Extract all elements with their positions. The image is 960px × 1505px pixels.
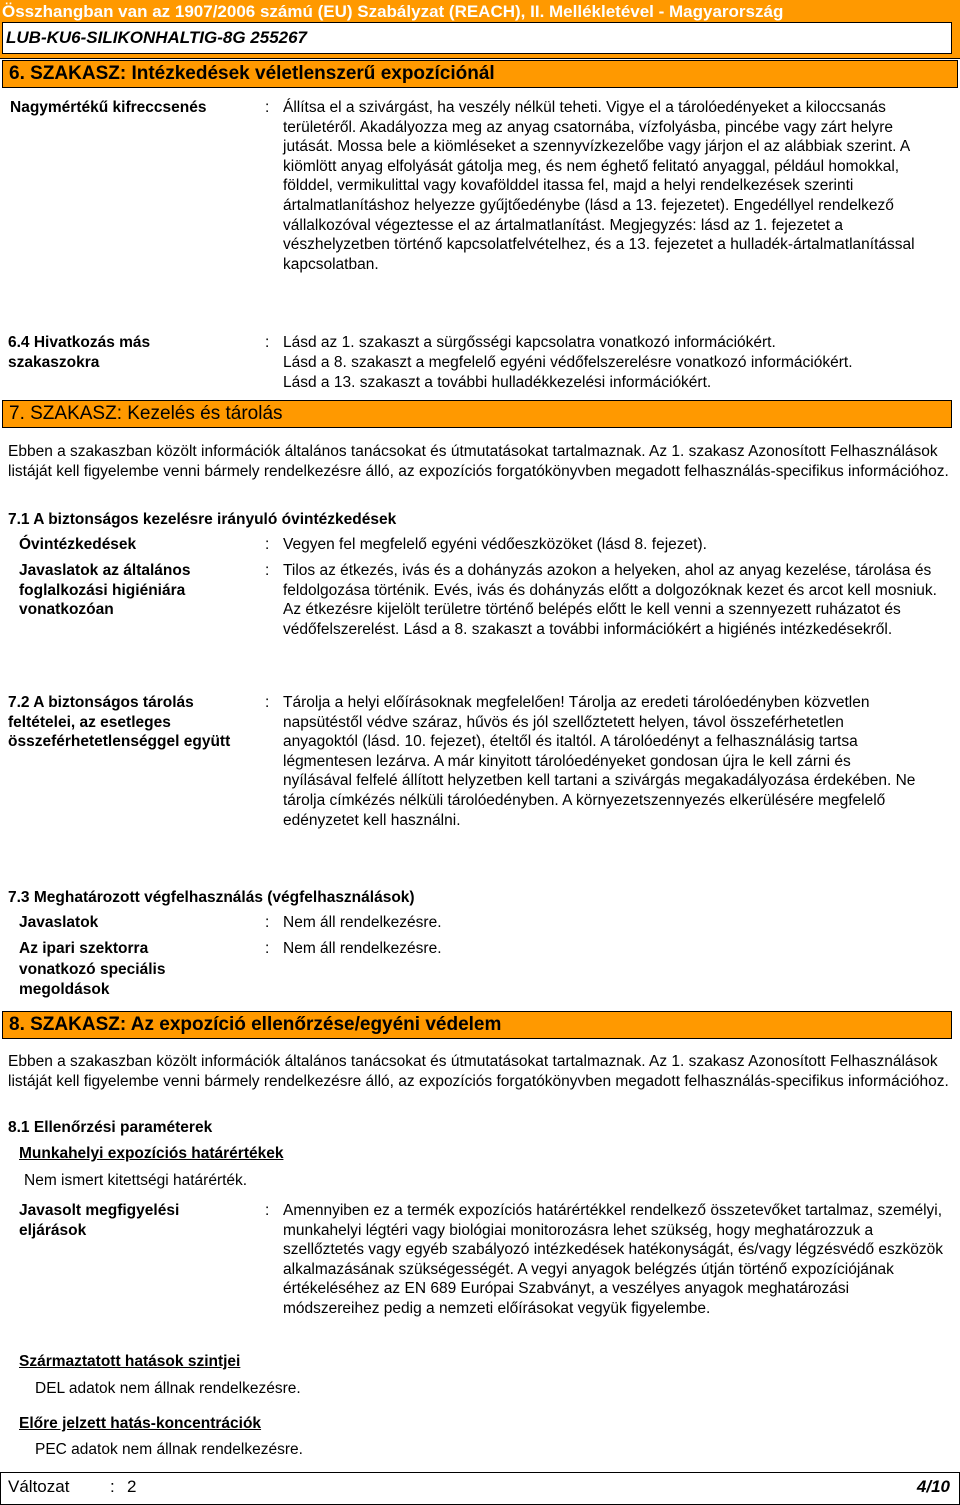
spill-label: Nagymértékű kifreccsenés [10,99,207,116]
page-footer [0,1472,960,1505]
storage-text: Tárolja a helyi előírásoknak megfelelően! Tárolja az eredeti tárolóedényben közvetlen napsütéstől védve száraz, hűvös és jól szellőztetett helyen, távol összeférhetetlen anyagoktól (lásd. 10. fejezet), ételtől és italtól. A tárolóedényt a felhasználásig tartsa légmentesen lezárva. A már kinyitott tárolóedényeket gondosan újra le kell zárni és nyílásával felfelé állított helyzetben kell tartani a szivárgás megakadályozása érdekében. Ne tárolja címkézés nélküli tárolóedényben. A környezetszennyezés elkerülésére megfelelő edényzetet kell használni. [283,694,916,829]
monitoring-text: Amennyiben ez a termék expozíciós határértékkel rendelkező összetevőket tartalmaz, személyi, munkahelyi légtéri vagy biológiai monitorozásra lehet szükség, hogy meghatározzuk a szellőztetés vagy egyéb szabályozó intézkedések hatékonyságát, és/vagy légzésvédő eszközök alkalmazásának szükségességét. A vegyi anyagok belégzés útján történő expozíciójának értékeléséhez az EN 689 Európai Szabványt, a veszélyes anyagok meghatározási módszereihez pedig a nemzeti előírásokat vegyük figyelembe. [283,1202,943,1317]
colon: : [265,334,270,351]
document-header [0,0,960,59]
hygiene-text: Tilos az étkezés, ivás és a dohányzás azokon a helyeken, ahol az anyag kezelése, tárolása és feldolgozása történik. Evés, ivás és dohányzás előtt a dolgozóknak kezet és arcot kell mosniuk. Az étkezésre kijelölt területre történő belépés előtt le kell venni a szennyezett ruházatot és védőfelszerelést. Lásd a 8. szakaszt a további információkért a higiénés intézkedésekről. [283,562,937,638]
ref-line-1: Lásd az 1. szakaszt a sürgősségi kapcsolatra vonatkozó információkért. [283,334,776,351]
subsection-8-1: 8.1 Ellenőrzési paraméterek [8,1119,213,1136]
subsection-7-2-label: 7.2 A biztonságos tárolás feltételei, az esetleges összeférhetetlenséggel együtt [8,694,231,751]
pnec-heading: Előre jelzett hatás-koncentrációk [19,1415,262,1432]
hygiene-label: Javaslatok az általános foglalkozási higiéniára vonatkozóan [19,562,191,619]
version-value: 2 [127,1477,137,1496]
colon: : [265,694,270,711]
recommendations-text: Nem áll rendelkezésre. [283,914,442,931]
dnel-heading: Származtatott hatások szintjei [19,1353,241,1370]
colon: : [265,940,270,957]
colon: : [265,914,270,931]
industrial-label: Az ipari szektorra vonatkozó speciális megoldások [19,940,166,998]
colon: : [265,536,270,553]
ref-line-2: Lásd a 8. szakaszt a megfelelő egyéni védőfelszerelésre vonatkozó információkért. [283,354,853,371]
section-8-title: 8. SZAKASZ: Az expozíció ellenőrzése/egyéni védelem [2,1011,952,1039]
page-number: 4/10 [916,1477,950,1496]
monitoring-label: Javasolt megfigyelési eljárások [19,1202,180,1239]
section-6-title: 6. SZAKASZ: Intézkedések véletlenszerű expozíciónál [2,60,958,88]
section-7-title: 7. SZAKASZ: Kezelés és tárolás [2,400,952,428]
spill-text: Állítsa el a szivárgást, ha veszély nélkül teheti. Vigye el a tárolóedényeket a kiloccsanás területéről. Akadályozza meg az anyag csatornába, vízfolyásba, pincébe vagy zárt helyre jutását. Mossa bele a kiömléseket a szennyvízkezelőbe vagy járjon el az alábbiak szerint. A kiömlött anyag elfolyását gátolja meg, és nem éghető felitató anyaggal, például homokkal, földdel, vermikulittal vagy kovafölddel itassa fel, majd a helyi rendelkezések szerinti ártalmatlanításhoz helyezze gyűjtőedénybe (lásd a 13. fejezetet). Engedéllyel rendelkező vállalkozóval végeztesse el az ártalmatlanítást. Megjegyzés: lásd az 1. fejezetet a vészhelyzetben történő kapcsolatfelvételhez, és a 13. fejezetet a hulladék-ártalmatlanítással kapcsolatban. [283,99,915,273]
colon: : [110,1477,115,1496]
version-label: Változat [8,1477,70,1496]
colon: : [265,562,270,579]
subsection-7-3: 7.3 Meghatározott végfelhasználás (végfelhasználások) [8,889,415,906]
section-7-intro: Ebben a szakaszban közölt információk általános tanácsokat és útmutatásokat tartalmaznak. Az 1. szakasz Azonosított Felhasználások listáját kell figyelembe venni bármely rendelkezésre álló, az expozíciós forgatókönyvben megadott felhasználás-specifikus információhoz. [8,443,949,480]
precautions-label: Óvintézkedések [19,536,137,553]
ref-label-1: 6.4 Hivatkozás más [8,334,151,351]
pnec-text: PEC adatok nem állnak rendelkezésre. [35,1441,303,1458]
recommendations-label: Javaslatok [19,914,99,931]
ref-line-3: Lásd a 13. szakaszt a további hulladékkezelési információkért. [283,374,712,391]
colon: : [265,1202,270,1219]
regulation-title: Összhangban van az 1907/2006 számú (EU) Szabályzat (REACH), II. Mellékletével - Magyarország [2,2,784,21]
precautions-text: Vegyen fel megfelelő egyéni védőeszközöket (lásd 8. fejezet). [283,536,707,553]
product-code: LUB-KU6-SILIKONHALTIG-8G 255267 [2,22,952,54]
oel-heading: Munkahelyi expozíciós határértékek [19,1145,284,1162]
oel-text: Nem ismert kitettségi határérték. [24,1172,248,1189]
section-8-intro: Ebben a szakaszban közölt információk általános tanácsokat és útmutatásokat tartalmaznak. Az 1. szakasz Azonosított Felhasználások listáját kell figyelembe venni bármely rendelkezésre álló, az expozíciós forgatókönyvben megadott felhasználás-specifikus információhoz. [8,1053,949,1090]
subsection-7-1: 7.1 A biztonságos kezelésre irányuló óvintézkedések [8,511,397,528]
dnel-text: DEL adatok nem állnak rendelkezésre. [35,1380,301,1397]
ref-label-2: szakaszokra [8,354,100,371]
colon: : [265,99,270,116]
industrial-text: Nem áll rendelkezésre. [283,940,442,957]
